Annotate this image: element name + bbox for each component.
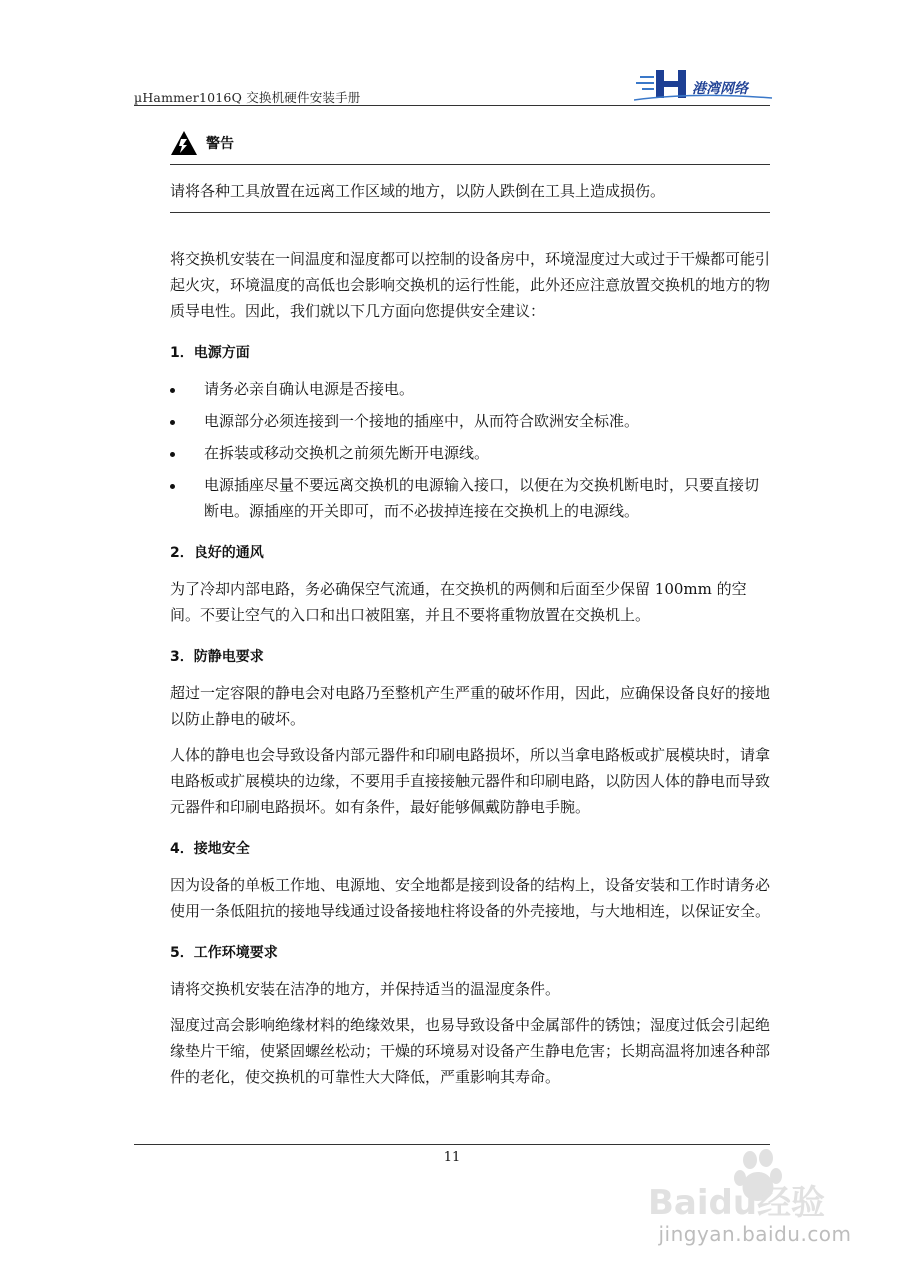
page-number: 11 [443,1150,461,1165]
bullet-text: 电源部分必须连接到一个接地的插座中，从而符合欧洲安全标准。 [204,412,640,430]
watermark-url: jingyan.baidu.com [658,1222,852,1246]
section-heading-antistatic: 3．防静电要求 [170,649,264,665]
antistatic-paragraph-2: 人体的静电也会导致设备内部元器件和印刷电路损坏，所以当拿电路板或扩展模块时，请拿电路板或扩展模块的边缘，不要用手直接接触元器件和印刷电路，以防因人体的静电而导致元器件和印刷电路损坏。如有条件，最好能够佩戴防静电手腕。 [170,746,771,816]
ventilation-paragraph: 为了冷却内部电路，务必确保空气流通，在交换机的两侧和后面至少保留 100mm 的空间。不要让空气的入口和出口被阻塞，并且不要将重物放置在交换机上。 [170,580,747,624]
warning-icon [170,130,198,156]
section-heading-power: 1．电源方面 [170,345,250,361]
bullet-icon [170,484,175,489]
grounding-paragraph: 因为设备的单板工作地、电源地、安全地都是接到设备的结构上，设备安装和工作时请务必使用一条低阻抗的接地导线通过设备接地柱将设备的外壳接地，与大地相连，以保证安全。 [170,876,771,920]
bullet-text: 电源插座尽量不要远离交换机的电源输入接口，以便在为交换机断电时，只要直接切断电。源插座的开关即可，而不必拔掉连接在交换机上的电源线。 [204,476,760,520]
warning-header [170,128,234,158]
header-rule [134,105,770,106]
power-bullet-list [170,376,770,524]
bullet-icon [170,388,175,393]
environment-paragraph-1: 请将交换机安装在洁净的地方，并保持适当的温湿度条件。 [170,980,561,998]
section-heading-ventilation: 2．良好的通风 [170,545,264,561]
section-heading-environment: 5．工作环境要求 [170,945,278,961]
list-item [170,440,770,466]
list-item [170,408,770,434]
environment-paragraph-2: 湿度过高会影响绝缘材料的绝缘效果，也易导致设备中金属部件的锈蚀；湿度过低会引起绝缘垫片干缩，使紧固螺丝松动；干燥的环境易对设备产生静电危害；长期高温将加速各种部件的老化，使交换机的可靠性大大降低，严重影响其寿命。 [170,1016,771,1086]
list-item [170,472,770,524]
watermark-brand: Baidu经验 [648,1183,826,1223]
company-logo [634,64,774,104]
antistatic-paragraph-1: 超过一定容限的静电会对电路乃至整机产生严重的破坏作用，因此，应确保设备良好的接地以防止静电的破坏。 [170,684,771,728]
main-content [170,246,770,1100]
warning-title: 警告 [206,136,234,152]
intro-paragraph: 将交换机安装在一间温度和湿度都可以控制的设备房中，环境湿度过大或过于干燥都可能引起火灾，环境温度的高低也会影响交换机的运行性能，此外还应注意放置交换机的地方的物质导电性。因此，我们就以下几方面向您提供安全建议： [170,250,771,320]
section-heading-grounding: 4．接地安全 [170,841,250,857]
bullet-text: 请务必亲自确认电源是否接电。 [204,380,415,398]
bullet-icon [170,452,175,457]
warning-text: 请将各种工具放置在远离工作区域的地方，以防人跌倒在工具上造成损伤。 [170,182,666,200]
logo-text: 港湾网络 [692,81,748,97]
warning-rule-top [170,164,770,165]
bullet-icon [170,420,175,425]
warning-rule-bottom [170,212,770,213]
bullet-text: 在拆装或移动交换机之前须先断开电源线。 [204,444,490,462]
list-item [170,376,770,402]
footer-rule [134,1144,770,1145]
header-title: µHammer1016Q 交换机硬件安装手册 [134,90,361,105]
